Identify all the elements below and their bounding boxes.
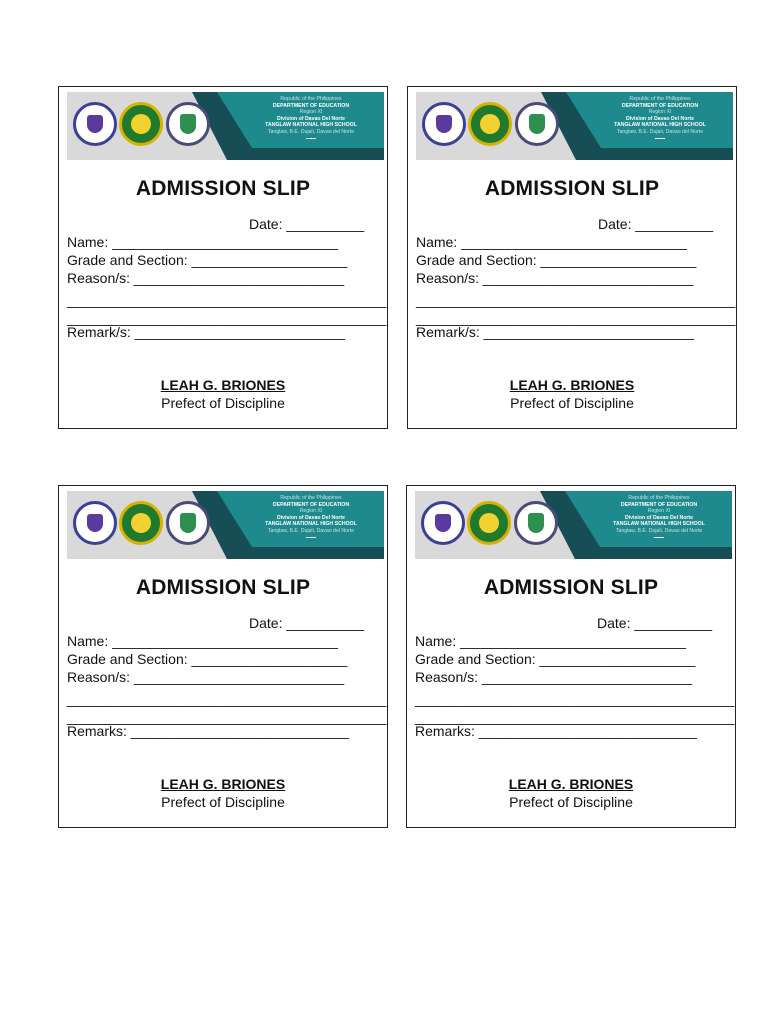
division-text: Division of Davao Del Norte bbox=[276, 115, 346, 122]
republic-text: Republic of the Philippines bbox=[280, 96, 342, 102]
deped-seal-icon bbox=[421, 501, 465, 545]
school-seal-icon bbox=[166, 501, 210, 545]
republic-text: Republic of the Philippines bbox=[628, 495, 690, 501]
remarks-field: Remark/s: ___________________________ bbox=[67, 324, 345, 340]
blank-line: _________________________________________ bbox=[415, 691, 735, 707]
admission-slip-2 bbox=[407, 86, 737, 429]
name-field: Name: _____________________________ bbox=[416, 234, 687, 250]
signer-title: Prefect of Discipline bbox=[509, 794, 633, 810]
davao-del-norte-seal-icon bbox=[119, 501, 163, 545]
department-text: DEPARTMENT OF EDUCATION bbox=[620, 501, 698, 508]
name-field: Name: _____________________________ bbox=[415, 633, 686, 649]
school-header-banner bbox=[67, 491, 384, 559]
address-text: Tanglaw, B.E. Dujali, Davao del Norte bbox=[267, 527, 355, 534]
deped-seal-icon bbox=[422, 102, 466, 146]
school-name-text: TANGLAW NATIONAL HIGH SCHOOL bbox=[614, 122, 706, 129]
school-header-banner bbox=[416, 92, 733, 160]
division-text: Division of Davao Del Norte bbox=[276, 514, 346, 521]
department-text: DEPARTMENT OF EDUCATION bbox=[272, 501, 350, 508]
reason-field: Reason/s: ___________________________ bbox=[415, 669, 693, 685]
blank-line: _________________________________________ bbox=[416, 292, 736, 308]
date-field: Date: __________ bbox=[249, 216, 365, 232]
admission-slip-1 bbox=[58, 86, 388, 429]
school-name-text: TANGLAW NATIONAL HIGH SCHOOL bbox=[265, 521, 357, 528]
school-header-banner bbox=[415, 491, 732, 559]
blank-line: _________________________________________ bbox=[416, 310, 736, 326]
region-text: Region XI bbox=[647, 508, 671, 515]
address-text: Tanglaw, B.E. Dujali, Davao del Norte bbox=[616, 128, 704, 135]
grade-section-field: Grade and Section: ____________________ bbox=[67, 651, 348, 667]
signer-name: LEAH G. BRIONES bbox=[160, 776, 286, 792]
reason-field: Reason/s: ___________________________ bbox=[416, 270, 694, 286]
name-field: Name: _____________________________ bbox=[67, 633, 338, 649]
banner-dash bbox=[306, 138, 316, 139]
deped-seal-icon bbox=[73, 501, 117, 545]
remarks-field: Remarks: ____________________________ bbox=[67, 723, 349, 739]
school-seal-icon bbox=[514, 501, 558, 545]
signer-title: Prefect of Discipline bbox=[161, 395, 285, 411]
slip-title: ADMISSION SLIP bbox=[135, 177, 311, 200]
reason-field: Reason/s: ___________________________ bbox=[67, 669, 345, 685]
banner-text bbox=[246, 495, 376, 538]
department-text: DEPARTMENT OF EDUCATION bbox=[621, 102, 699, 109]
banner-dash bbox=[655, 138, 665, 139]
slip-title: ADMISSION SLIP bbox=[135, 576, 311, 599]
signer-title: Prefect of Discipline bbox=[510, 395, 634, 411]
grade-section-field: Grade and Section: ____________________ bbox=[415, 651, 696, 667]
republic-text: Republic of the Philippines bbox=[280, 495, 342, 501]
banner-text bbox=[246, 96, 376, 139]
division-text: Division of Davao Del Norte bbox=[624, 514, 694, 521]
davao-del-norte-seal-icon bbox=[467, 501, 511, 545]
region-text: Region XI bbox=[299, 508, 323, 515]
davao-del-norte-seal-icon bbox=[468, 102, 512, 146]
blank-line: _________________________________________ bbox=[67, 310, 387, 326]
admission-slip-4 bbox=[406, 485, 736, 828]
reason-field: Reason/s: ___________________________ bbox=[67, 270, 345, 286]
school-seal-icon bbox=[166, 102, 210, 146]
region-text: Region XI bbox=[299, 109, 323, 116]
slip-title: ADMISSION SLIP bbox=[483, 576, 659, 599]
blank-line: _________________________________________ bbox=[67, 292, 387, 308]
remarks-field: Remark/s: ___________________________ bbox=[416, 324, 694, 340]
grade-section-field: Grade and Section: ____________________ bbox=[67, 252, 348, 268]
grade-section-field: Grade and Section: ____________________ bbox=[416, 252, 697, 268]
banner-dash bbox=[654, 537, 664, 538]
banner-text bbox=[594, 495, 724, 538]
signer-name: LEAH G. BRIONES bbox=[508, 776, 634, 792]
admission-slip-3 bbox=[58, 485, 388, 828]
address-text: Tanglaw, B.E. Dujali, Davao del Norte bbox=[615, 527, 703, 534]
school-name-text: TANGLAW NATIONAL HIGH SCHOOL bbox=[613, 521, 705, 528]
deped-seal-icon bbox=[73, 102, 117, 146]
region-text: Region XI bbox=[648, 109, 672, 116]
signer-name: LEAH G. BRIONES bbox=[509, 377, 635, 393]
division-text: Division of Davao Del Norte bbox=[625, 115, 695, 122]
slip-title: ADMISSION SLIP bbox=[484, 177, 660, 200]
school-seal-icon bbox=[515, 102, 559, 146]
date-field: Date: __________ bbox=[597, 615, 713, 631]
blank-line: _________________________________________ bbox=[67, 709, 387, 725]
school-header-banner bbox=[67, 92, 384, 160]
date-field: Date: __________ bbox=[598, 216, 714, 232]
davao-del-norte-seal-icon bbox=[119, 102, 163, 146]
republic-text: Republic of the Philippines bbox=[629, 96, 691, 102]
date-field: Date: __________ bbox=[249, 615, 365, 631]
blank-line: _________________________________________ bbox=[67, 691, 387, 707]
banner-text bbox=[595, 96, 725, 139]
school-name-text: TANGLAW NATIONAL HIGH SCHOOL bbox=[265, 122, 357, 129]
department-text: DEPARTMENT OF EDUCATION bbox=[272, 102, 350, 109]
name-field: Name: _____________________________ bbox=[67, 234, 338, 250]
address-text: Tanglaw, B.E. Dujali, Davao del Norte bbox=[267, 128, 355, 135]
banner-dash bbox=[306, 537, 316, 538]
blank-line: _________________________________________ bbox=[415, 709, 735, 725]
signer-name: LEAH G. BRIONES bbox=[160, 377, 286, 393]
remarks-field: Remarks: ____________________________ bbox=[415, 723, 697, 739]
signer-title: Prefect of Discipline bbox=[161, 794, 285, 810]
